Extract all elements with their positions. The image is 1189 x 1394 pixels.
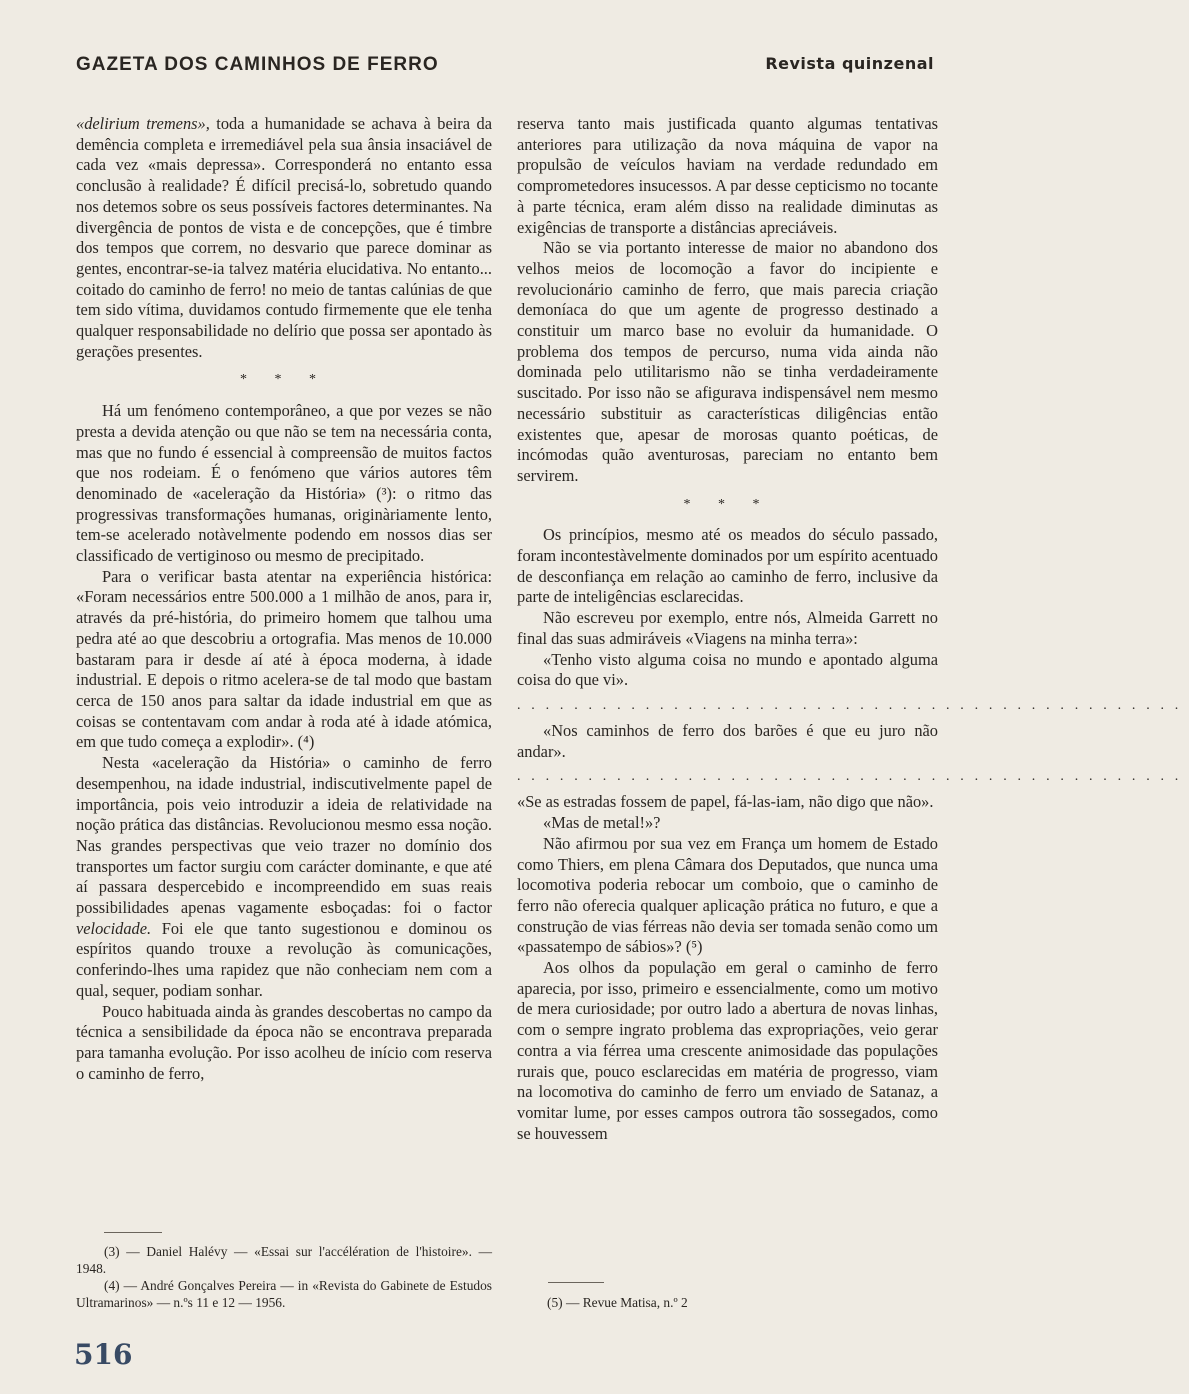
italic-term: velocidade. (76, 918, 152, 938)
left-paragraph-2: Há um fenómeno contemporâneo, a que por vezes se não presta a devida atenção ou que não se tem na necessária conta, mas que no fundo é essencial à compreensão de muitos factos que nos rodeiam. É o fenómeno que vários autores têm denominado de «aceleração da História» (³): o ritmo das progressivas transformações humanas, originàriamente lento, tem-se acelerado notàvelmente podendo em nossos dias ser classificado de vertiginoso ou mesmo de precipitado. (76, 401, 492, 566)
footnote-3: (3) — Daniel Halévy — «Essai sur l'accélération de l'histoire». — 1948. (76, 1244, 492, 1276)
section-separator: * * * (240, 372, 328, 388)
footnotes-left (76, 1243, 492, 1311)
footnotes-right (547, 1294, 907, 1311)
quote-4: «Mas de metal!»? (543, 813, 661, 833)
right-paragraph-1: reserva tanto mais justificada quanto algumas tentativas anteriores para utilização da nova máquina de vapor na propulsão de veículos haviam na verdade redundado em comprometedores insucessos. A par desse cepticismo no tocante à parte técnica, eram além disso na realidade diminutas as exigências de transporte a distâncias apreciáveis. (517, 114, 938, 237)
footnote-rule (548, 1282, 604, 1283)
right-paragraph-3: Os princípios, mesmo até os meados do século passado, foram incontestàvelmente dominados por um espírito acentuado de desconfiança em relação ao caminho de ferro, inclusive da parte de inteligências esclarecidas. (517, 525, 938, 607)
quote-2: «Nos caminhos de ferro dos barões é que eu juro não andar». (517, 720, 938, 761)
left-paragraph-4: Nesta «aceleração da História» o caminho de ferro desempenhou, na idade industrial, indiscutivelmente papel de importância, pois veio introduzir a ideia de relatividade na noção prática das distâncias. Revolucionou mesmo essa noção. Nas grandes perspectivas que veio trazer no domínio dos transportes um factor surgiu com carácter dominante, e que até aí passara despercebido e incompreendido em suas reais possibilidades apenas vagamente esboçadas: foi o factor velocidade. Foi ele que tanto sugestionou e dominou os espíritos quando trouxe a revolução às comunicações, conferindo-lhes uma rapidez que não conheciam nem com a qual, sequer, podiam sonhar. (76, 753, 492, 1000)
right-column (517, 114, 1189, 1144)
left-paragraph-1: «delirium tremens», toda a humanidade se achava à beira da demência completa e irremediável pela sua ânsia insaciável de cada vez «mais depressa». Corresponderá no entanto essa conclusão à realidade? É difícil precisá-lo, sobretudo quando nos detemos sobre os seus possíveis factores determinantes. Na divergência de pontos de vista e de concepções, que é timbre dos tempos que correm, no desvario que parece dominar as gentes, encontrar-se-ia talvez matéria elucidativa. No entanto... coitado do caminho de ferro! no meio de tantas calúnias de que tem sido vítima, duvidamos contudo firmemente que ele tenha qualquer responsabilidade no delírio que possa ser apontado às gerações presentes. (76, 114, 492, 361)
ellipsis-row: ............................................... (517, 697, 1189, 713)
footnote-4: (4) — André Gonçalves Pereira — in «Revista do Gabinete de Estudos Ultramarinos» — n.ºs 11 e 12 — 1956. (76, 1278, 492, 1310)
journal-subtitle: Revista quinzenal (765, 54, 934, 73)
journal-title: GAZETA DOS CAMINHOS DE FERRO (76, 54, 439, 75)
page-number: 516 (74, 1338, 133, 1371)
ellipsis-row: ............................................... (517, 769, 1189, 785)
right-paragraph-6: Aos olhos da população em geral o caminho de ferro aparecia, por isso, primeiro e essencialmente, como um motivo de mera curiosidade; por outro lado a abertura de novas linhas, com o sempre ingrato problema das expropriações, veio gerar contra a via férrea uma crescente animosidade das populações rurais que, pouco esclarecidas em matéria de progresso, viam na locomotiva do caminho de ferro um enviado de Satanaz, a vomitar lume, por esses campos outrora tão sossegados, como se houvessem (517, 958, 938, 1143)
left-paragraph-5: Pouco habituada ainda às grandes descobertas no campo da técnica a sensibilidade da época não se encontrava preparada para tamanha evolução. Por isso acolheu de início com reserva o caminho de ferro, (76, 1001, 492, 1083)
right-paragraph-5: Não afirmou por sua vez em França um homem de Estado como Thiers, em plena Câmara dos Deputados, que nunca uma locomotiva poderia rebocar um comboio, que o caminho de ferro não oferecia qualquer aplicação prática no futuro, e que a construção de vias férreas não devia ser tomada senão como um «passatempo de sábios»? (⁵) (517, 833, 938, 957)
section-separator: * * * (683, 496, 772, 512)
italic-term: «delirium tremens», (76, 114, 210, 133)
quote-1: «Tenho visto alguma coisa no mundo e apontado alguma coisa do que vi». (517, 649, 938, 690)
quote-3: «Se as estradas fossem de papel, fá-las-iam, não digo que não». (517, 792, 934, 812)
left-paragraph-3: Para o verificar basta atentar na experiência histórica: «Foram necessários entre 500.000 a 1 milhão de anos, para ir, através da pré-história, do primeiro homem que talhou uma pedra até ao que descobriu a ortografia. Mas menos de 10.000 bastaram para ir desde aí até à época moderna, à idade industrial. E depois o ritmo acelera-se de tal modo que bastam cerca de 150 anos para saltar da idade industrial em que as coisas se contentavam com andar à roda até à idade atómica, em que tudo começa a explodir». (⁴) (76, 566, 492, 752)
footnote-5: (5) — Revue Matisa, n.º 2 (547, 1295, 688, 1310)
left-column (76, 114, 492, 1084)
right-paragraph-4: Não escreveu por exemplo, entre nós, Almeida Garrett no final das suas admiráveis «Viagens na minha terra»: (517, 608, 938, 648)
right-paragraph-2: Não se via portanto interesse de maior no abandono dos velhos meios de locomoção a favor do incipiente e revolucionário caminho de ferro, que mais parecia criação demoníaca do que um agente de progresso destinado a constituir um marco base no evoluir da humanidade. O problema dos tempos de percurso, numa vida ainda não dominada pelo utilitarismo não se tinha verdadeiramente suscitado. Por isso não se afigurava indispensável nem mesmo necessário substituir as características diligências então existentes que, apesar de morosas quanto poéticas, de incómodas quão aventurosas, pareciam no entanto bem servirem. (517, 238, 938, 485)
footnote-rule (104, 1232, 162, 1233)
